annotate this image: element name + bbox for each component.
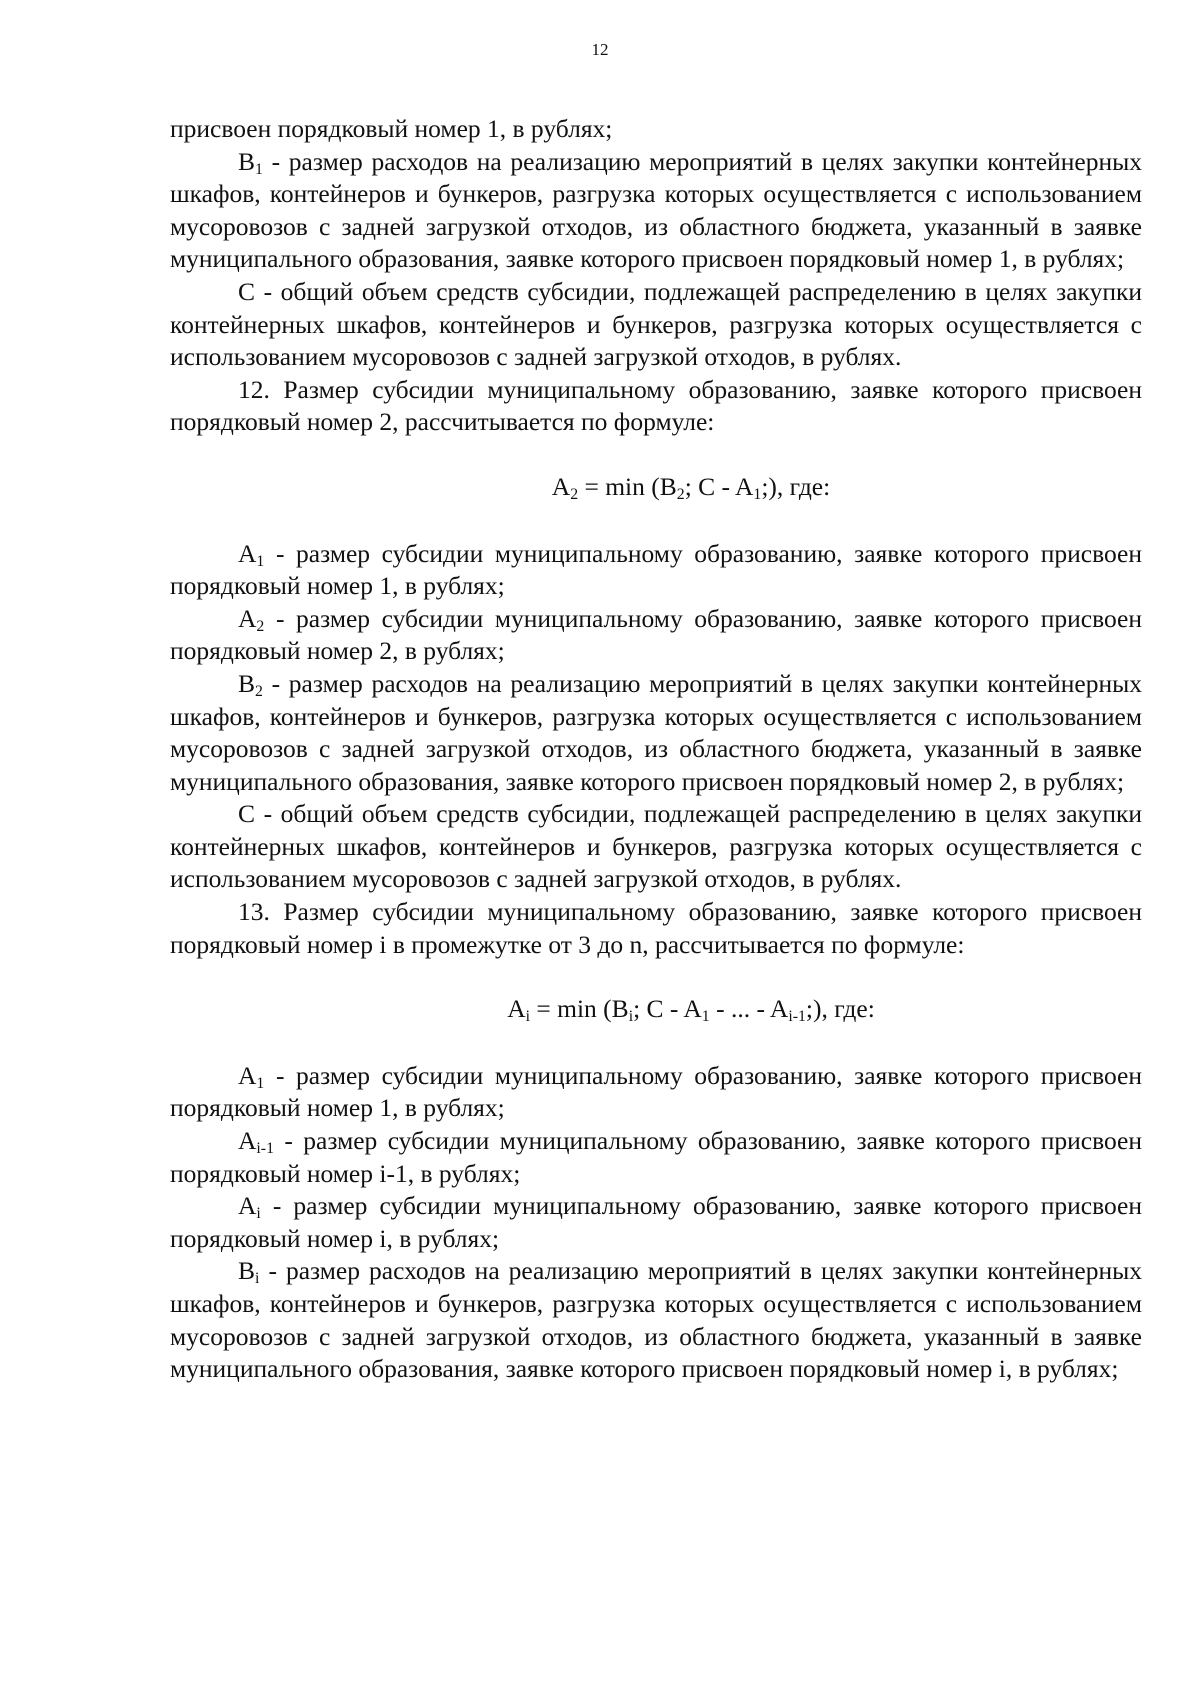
paragraph-definition-c: С - общий объем средств субсидии, подлежащей распределению в целях закупки контейнерных шкафов, контейнеров и бункеров, разгрузка которых осуществляется с использованием мусоровозов с задней загрузкой отходов, в рублях. (170, 799, 1142, 894)
paragraph-definition-c: С - общий объем средств субсидии, подлежащей распределению в целях закупки контейнерных шкафов, контейнеров и бункеров, разгрузка которых осуществляется с использованием мусоровозов с задней загрузкой отходов, в рублях. (170, 276, 1142, 372)
paragraph-clause-12: 12. Размер субсидии муниципальному образованию, заявке которого присвоен порядковый номер 2, рассчитывается по формуле: (170, 374, 1142, 437)
paragraph-definition-ai-1: $A_{i-1}$ - размер субсидии муниципальному образованию, заявке которого присвоен порядковый номер i-1, в рублях; (170, 1126, 1142, 1188)
paragraph-definition-a1: $A_1$ - размер субсидии муниципальному образованию, заявке которого присвоен порядковый номер 1, в рублях; (170, 1060, 1142, 1123)
paragraph-definition-ai: $A_i$ - размер субсидии муниципальному образованию, заявке которого присвоен порядковый номер i, в рублях; (170, 1191, 1142, 1253)
paragraph-definition-b2: $B_2$ - размер расходов на реализацию мероприятий в целях закупки контейнерных шкафов, контейнеров и бункеров, разгрузка которых осуществляется с использованием мусоровозов с задней загрузкой отходов, из областного бюджета, указанный в заявке муниципального образования, заявке которого присвоен порядковый номер 2, в рублях; (170, 668, 1142, 796)
page-number: 12 (591, 40, 609, 59)
paragraph: присвоен порядковый номер 1, в рублях; (170, 114, 613, 143)
formula-a2: $A_2 = \min (B_2$; C - $A_1$;), где: (551, 471, 831, 503)
paragraph-definition-a2: $A_2$ - размер субсидии муниципальному образованию, заявке которого присвоен порядковый номер 2, в рублях; (170, 603, 1142, 666)
paragraph-definition-b1: $B_1$ - размер расходов на реализацию мероприятий в целях закупки контейнерных шкафов, контейнеров и бункеров, разгрузка которых осуществляется с использованием мусоровозов с задней загрузкой отходов, из областного бюджета, указанный в заявке муниципального образования, заявке которого присвоен порядковый номер 1, в рублях; (170, 146, 1142, 274)
paragraph-clause-13: 13. Размер субсидии муниципальному образованию, заявке которого присвоен порядковый номер i в промежутке от 3 до n, рассчитывается по формуле: (170, 897, 1142, 959)
formula-ai: $A_i = \min (B_i$; C - $A_1$ - ... - $A_{i-1}$;), где: (507, 994, 875, 1026)
paragraph-definition-a1: $A_1$ - размер субсидии муниципальному образованию, заявке которого присвоен порядковый номер 1, в рублях; (170, 538, 1142, 601)
document-body (170, 113, 1142, 1386)
paragraph-definition-bi: $B_i$ - размер расходов на реализацию мероприятий в целях закупки контейнерных шкафов, контейнеров и бункеров, разгрузка которых осуществляется с использованием мусоровозов с задней загрузкой отходов, из областного бюджета, указанный в заявке муниципального образования, заявке которого присвоен порядковый номер i, в рублях; (170, 1256, 1142, 1384)
